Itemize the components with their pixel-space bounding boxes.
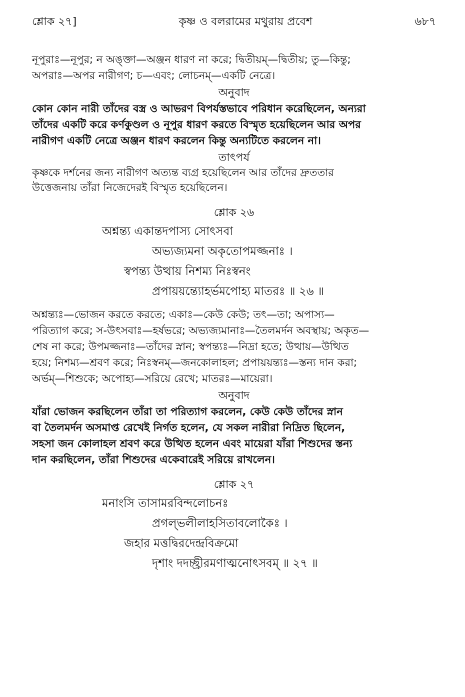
synonym-line: অপরাঃ—অপর নারীগণ; চ—এবং; লোচনম্—একটি নেত্রে।	[32, 70, 276, 82]
verse-27-heading: শ্লোক ২৭	[213, 478, 255, 491]
synonyms-continued	[32, 52, 436, 84]
header-page-number: ৬৮৭	[414, 14, 436, 28]
translation-line: বা তৈলমর্দন অসমাপ্ত রেখেই নির্গত হলেন, যে সকল নারীরা নিদ্রিত ছিলেন,	[32, 422, 346, 434]
translation-line: নারীগণ একটি নেত্রে অঞ্জন ধারণ করলেন কিন্তু অন্যটিতে করলেন না।	[32, 135, 321, 147]
purport-line: উত্তেজনায় তাঁরা নিজেদেরই বিস্মৃত হয়েছিলেন।	[32, 182, 228, 194]
translation-line: দান করছিলেন, তাঁরা শিশুদের একেবারেই সরিয়ে রাখলেন।	[32, 454, 275, 466]
synonym-line: হয়ে; নিশম্য—শ্রবণ করে; নিঃস্বনম্—জনকোলাহল; প্রপায়য়ন্ত্যঃ—স্তন্য দান করা;	[32, 357, 358, 369]
translation-line: তাঁদের একটি করে কর্ণকুণ্ডল ও নূপুর ধারণ করতে বিস্মৃত হয়েছিলেন আর অপর	[32, 119, 361, 131]
translation-paragraph	[32, 101, 436, 149]
synonym-line: পরিত্যাগ করে; স-উৎসবাঃ—হর্ষভরে; অভ্যজ্যমানাঃ—তৈলমর্দন অবস্থায়; অকৃত—	[32, 325, 370, 337]
verse-26-text	[32, 221, 436, 301]
translation-line: যাঁরা ভোজন করছিলেন তাঁরা তা পরিত্যাগ করলেন, কেউ কেউ তাঁদের স্নান	[32, 406, 343, 418]
verse-line: জহার মত্তদ্বিরদেন্দ্রবিক্রমো	[124, 536, 239, 550]
synonyms-26	[32, 307, 436, 387]
header-verse-ref: শ্লোক ২৭]	[32, 14, 77, 28]
verse-line: প্রগল্‌ভলীলাহসিতাবলোকৈঃ ।	[152, 516, 288, 530]
verse-line: অশ্নন্ত্য একান্তদপাস্য সোৎসবা	[102, 224, 234, 238]
translation-heading: অনুবাদ	[218, 389, 250, 402]
header-chapter-title: কৃষ্ণ ও বলরামের মথুরায় প্রবেশ	[178, 14, 313, 28]
verse-line: স্বপন্ত্য উত্থায় নিশম্য নিঃস্বনং	[124, 264, 251, 278]
synonym-line: অর্ভম্—শিশুকে; অপোহ্য—সরিয়ে রেখে; মাতরঃ—মায়েরা।	[32, 373, 273, 385]
verse-line: দৃশাং দদচ্ছ্রীরমণাত্মনোৎসবম্ ॥ ২৭ ॥	[152, 556, 318, 570]
verse-27-text	[32, 493, 436, 573]
synonym-line: নূপুরাঃ—নূপুর; ন অঙ্ক্তা—অঞ্জন ধারণ না করে; দ্বিতীয়ম্—দ্বিতীয়; তু—কিন্তু;	[32, 54, 351, 66]
translation-heading: অনুবাদ	[218, 86, 250, 99]
verse-26-heading: শ্লোক ২৬	[213, 206, 255, 219]
verse-line: অভ্যজ্যমনা অকৃতোপমজ্জনাঃ ।	[152, 244, 293, 258]
page-body	[32, 52, 436, 573]
purport-heading: তাৎপর্য	[218, 151, 250, 164]
purport-line: কৃষ্ণকে দর্শনের জন্য নারীগণ অত্যন্ত ব্যগ্র হয়েছিলেন আর তাঁদের দ্রুততার	[32, 167, 334, 179]
synonym-line: অশ্নন্ত্যঃ—ভোজন করতে করতে; একাঃ—কেউ কেউ; তৎ—তা; অপাস্য—	[32, 309, 335, 321]
translation-line: কোন কোন নারী তাঁদের বস্ত্র ও আভরণ বিপর্যস্তভাবে পরিধান করেছিলেন, অন্যরা	[32, 103, 366, 115]
translation-paragraph	[32, 404, 436, 468]
page-header	[32, 12, 436, 30]
translation-line: সহসা জন কোলাহল শ্রবণ করে উত্থিত হলেন এবং মায়েরা যাঁরা শিশুদের স্তন্য	[32, 438, 353, 450]
synonym-line: শেষ না করে; উপমজ্জনাঃ—তাঁদের স্নান; স্বপন্ত্যঃ—নিদ্রা হতে; উত্থায়—উত্থিত	[32, 341, 349, 353]
verse-line: মনাংসি তাসামরবিন্দলোচনঃ	[102, 496, 229, 510]
purport-paragraph	[32, 166, 436, 196]
verse-line: প্রপায়য়ন্ত্যোহর্ভমপোহ্য মাতরঃ ॥ ২৬ ॥	[152, 284, 325, 298]
